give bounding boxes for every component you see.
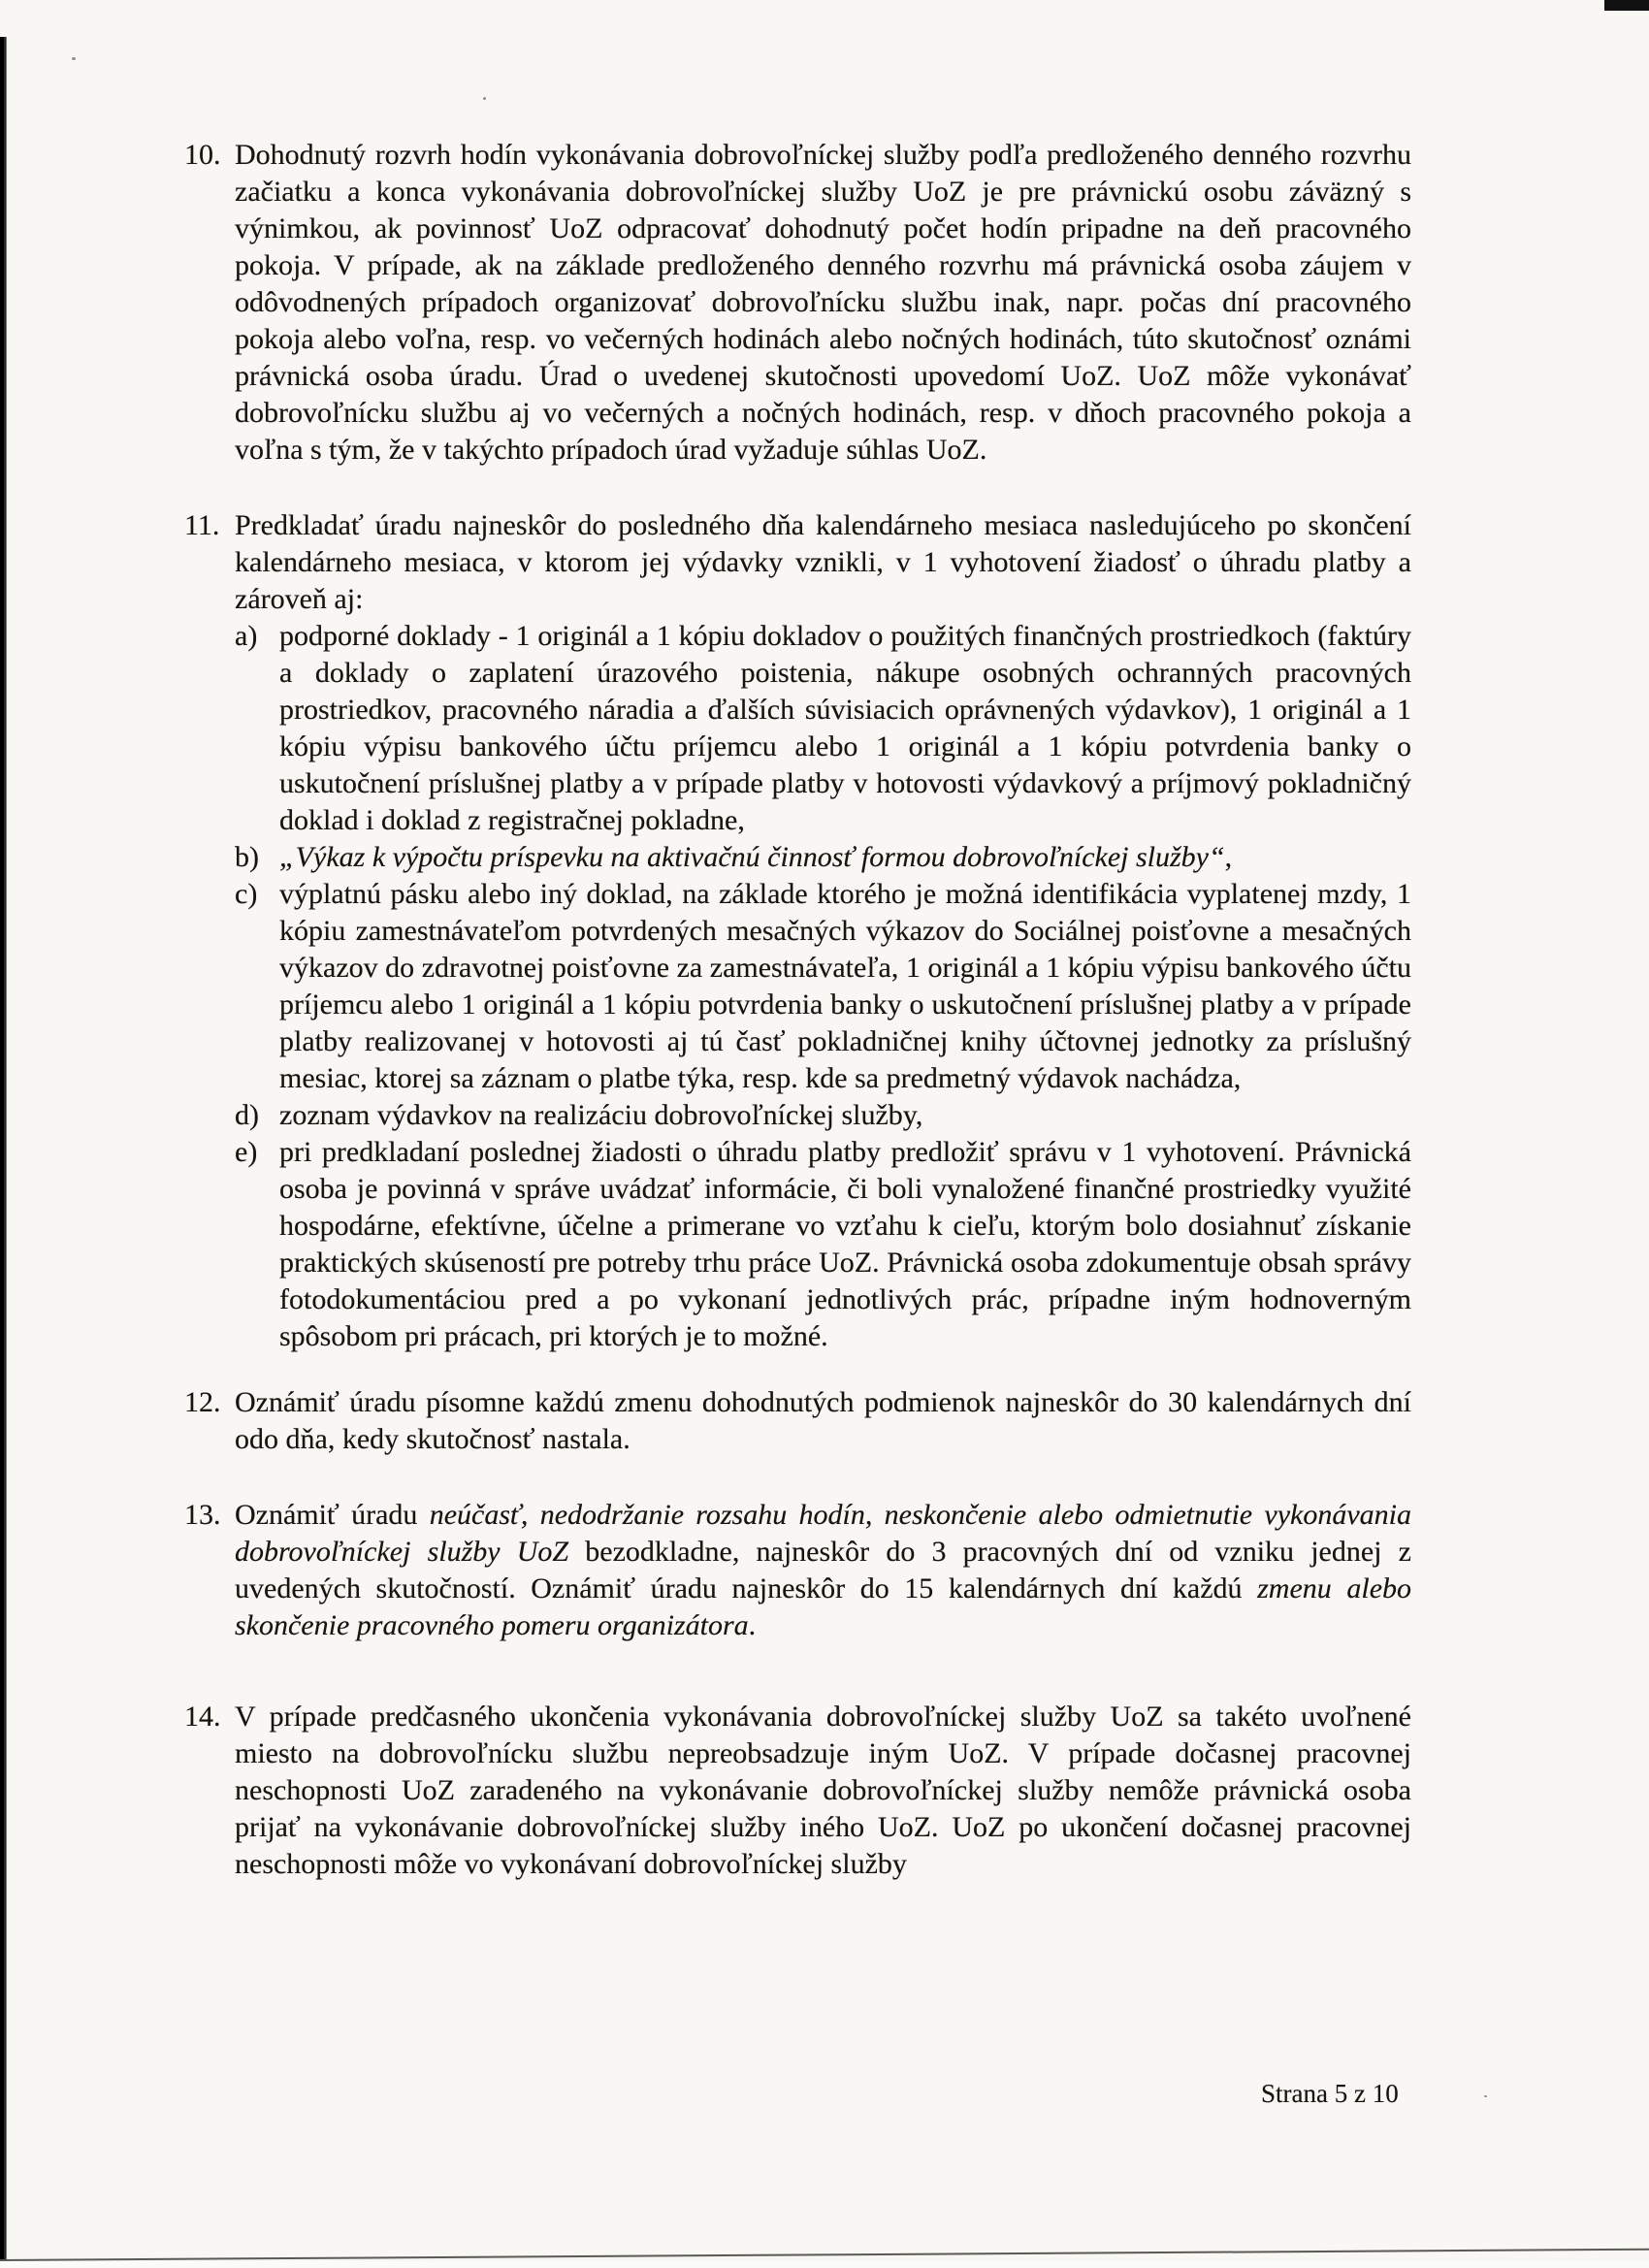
sub-item [235, 1134, 1411, 1355]
text-segment: neúčasť, nedodržanie rozsahu hodín, neskončenie alebo odmietnutie vykonávania dobrovoľníckej služby UoZ [235, 1499, 1412, 1568]
text-segment: . [748, 1609, 757, 1641]
paragraph-text [235, 137, 1411, 469]
sub-item-label: b) [235, 841, 259, 873]
text-segment: „Výkaz k výpočtu príspevku na aktivačnú činnosť formou dobrovoľníckej služby“ [279, 841, 1225, 873]
text-segment: Dohodnutý rozvrh hodín vykonávania dobrovoľníckej služby podľa predloženého denného rozvrhu začiatku a konca vykonávania dobrovoľníckej služby UoZ je pre právnickú osobu záväzný s výnimkou, ak povinnosť UoZ odpracovať dohodnutý počet hodín pripadne na deň pracovného pokoja. V prípade, ak na základe predloženého denného rozvrhu má právnická osoba záujem v odôvodnených prípadoch organizovať dobrovoľnícku službu inak, napr. počas dní pracovného pokoja alebo voľna, resp. vo večerných hodinách alebo nočných hodinách, túto skutočnosť oznámi právnická osoba úradu. Úrad o uvedenej skutočnosti upovedomí UoZ. UoZ môže vykonávať dobrovoľnícku službu aj vo večerných a nočných hodinách, resp. v dňoch pracovného pokoja a voľna s tým, že v takýchto prípadoch úrad vyžaduje súhlas UoZ. [235, 139, 1411, 466]
paragraph-intro [235, 137, 1411, 469]
sub-item-text [279, 876, 1411, 1097]
sub-item-label: e) [235, 1136, 258, 1168]
scan-speck [72, 57, 76, 60]
text-segment: Oznámiť úradu [235, 1499, 430, 1531]
text-segment: Predkladať úradu najneskôr do posledného dňa kalendárneho mesiaca nasledujúceho po skončení kalendárneho mesiaca, v ktorom jej výdavky vznikli, v 1 vyhotovení žiadosť o úhradu platby a zároveň aj: [235, 509, 1411, 615]
text-segment: podporné doklady - 1 originál a 1 kópiu dokladov o použitých finančných prostriedkoch (faktúry a doklady o zaplatení úrazového poistenia, nákupe osobných ochranných pracovných prostriedkov, pracovného náradia a ďalších súvisiacich oprávnených výdavkov), 1 originál a 1 kópiu výpisu bankového účtu príjemcu alebo 1 originál a 1 kópiu potvrdenia banky o uskutočnení príslušnej platby a v prípade platby v hotovosti výdavkový a príjmový pokladničný doklad i doklad z registračnej pokladne, [279, 620, 1411, 836]
scan-edge-bottom [0, 2249, 1649, 2261]
paragraph-intro [235, 1699, 1411, 1883]
paragraph-number: 13. [184, 1499, 221, 1531]
text-segment: výplatnú pásku alebo iný doklad, na základe ktorého je možná identifikácia vyplatenej mzdy, 1 kópiu zamestnávateľom potvrdených mesačných výkazov do Sociálnej poisťovne a mesačných výkazov do zdravotnej poisťovne za zamestnávateľa, 1 originál a 1 kópiu výpisu bankového účtu príjemcu alebo 1 originál a 1 kópiu potvrdenia banky o uskutočnení príslušnej platby a v prípade platby realizovanej v hotovosti aj tú časť pokladničnej knihy účtovnej jednotky za príslušný mesiac, ktorej sa záznam o platbe týka, resp. kde sa predmetný výdavok nachádza, [279, 878, 1411, 1094]
paragraph-number: 14. [184, 1701, 221, 1733]
sub-item [235, 1097, 1411, 1134]
sub-item-label: c) [235, 878, 258, 910]
document-body [184, 137, 1411, 1883]
paragraph-number: 10. [184, 139, 221, 171]
paragraph [184, 1699, 1411, 1883]
sub-item [235, 618, 1411, 839]
sub-item [235, 876, 1411, 1097]
text-segment: pri predkladaní poslednej žiadosti o úhradu platby predložiť správu v 1 vyhotovení. Právnická osoba je povinná v správe uvádzať informácie, či boli vynaložené finančné prostriedky využité hospodárne, efektívne, účelne a primerane vo vzťahu k cieľu, ktorým bolo dosiahnuť získanie praktických skúseností pre potreby trhu práce UoZ. Právnická osoba zdokumentuje obsah správy fotodokumentáciou pred a po vykonaní jednotlivých prác, prípadne iným hodnoverným spôsobom pri prácach, pri ktorých je to možné. [279, 1136, 1411, 1352]
sub-item-label: a) [235, 620, 258, 652]
paragraph-text [235, 1497, 1411, 1644]
scan-edge-left [0, 37, 7, 2268]
text-segment: Oznámiť úradu písomne každú zmenu dohodnutých podmienok najneskôr do 30 kalendárnych dní odo dňa, kedy skutočnosť nastala. [235, 1386, 1411, 1455]
text-segment: bezodkladne, najneskôr do 3 pracovných dní od vzniku jednej z uvedených skutočností. Oznámiť úradu najneskôr do 15 kalendárnych dní každú [235, 1536, 1411, 1604]
paragraph-intro [235, 1497, 1411, 1644]
paragraph-text [235, 1384, 1411, 1458]
paragraph [184, 137, 1411, 469]
text-segment: zoznam výdavkov na realizáciu dobrovoľníckej služby, [279, 1099, 923, 1131]
sub-item [235, 839, 1411, 876]
paragraph-text [235, 1699, 1411, 1883]
scan-below-strip [0, 2261, 1649, 2268]
scan-speck [483, 97, 487, 101]
sub-item-label: d) [235, 1099, 259, 1131]
text-segment: V prípade predčasného ukončenia vykonávania dobrovoľníckej služby UoZ sa takéto uvoľnené miesto na dobrovoľnícku službu nepreobsadzuje iným UoZ. V prípade dočasnej pracovnej neschopnosti UoZ zaradeného na vykonávanie dobrovoľníckej služby nemôže právnická osoba prijať na vykonávanie dobrovoľníckej služby iného UoZ. UoZ po ukončení dočasnej pracovnej neschopnosti môže vo vykonávaní dobrovoľníckej služby [235, 1701, 1411, 1880]
scan-corner-artifact [1604, 0, 1649, 11]
sub-item-text [279, 1134, 1411, 1355]
paragraph-text [235, 507, 1411, 1355]
paragraph-intro [235, 507, 1411, 618]
sub-item-text [279, 1097, 1411, 1134]
text-segment: , [1224, 841, 1233, 873]
paragraph [184, 1384, 1411, 1458]
paragraph [184, 1497, 1411, 1644]
paragraph [184, 507, 1411, 1355]
paragraph-number: 11. [184, 509, 220, 541]
sub-item-text [279, 618, 1411, 839]
page-footer: Strana 5 z 10 [1261, 2079, 1399, 2108]
paragraph-intro [235, 1384, 1411, 1458]
paragraph-number: 12. [184, 1386, 221, 1418]
scan-speck [1484, 2095, 1487, 2097]
text-segment: zmenu alebo skončenie pracovného pomeru organizátora [235, 1572, 1412, 1641]
sub-item-text [279, 839, 1411, 876]
